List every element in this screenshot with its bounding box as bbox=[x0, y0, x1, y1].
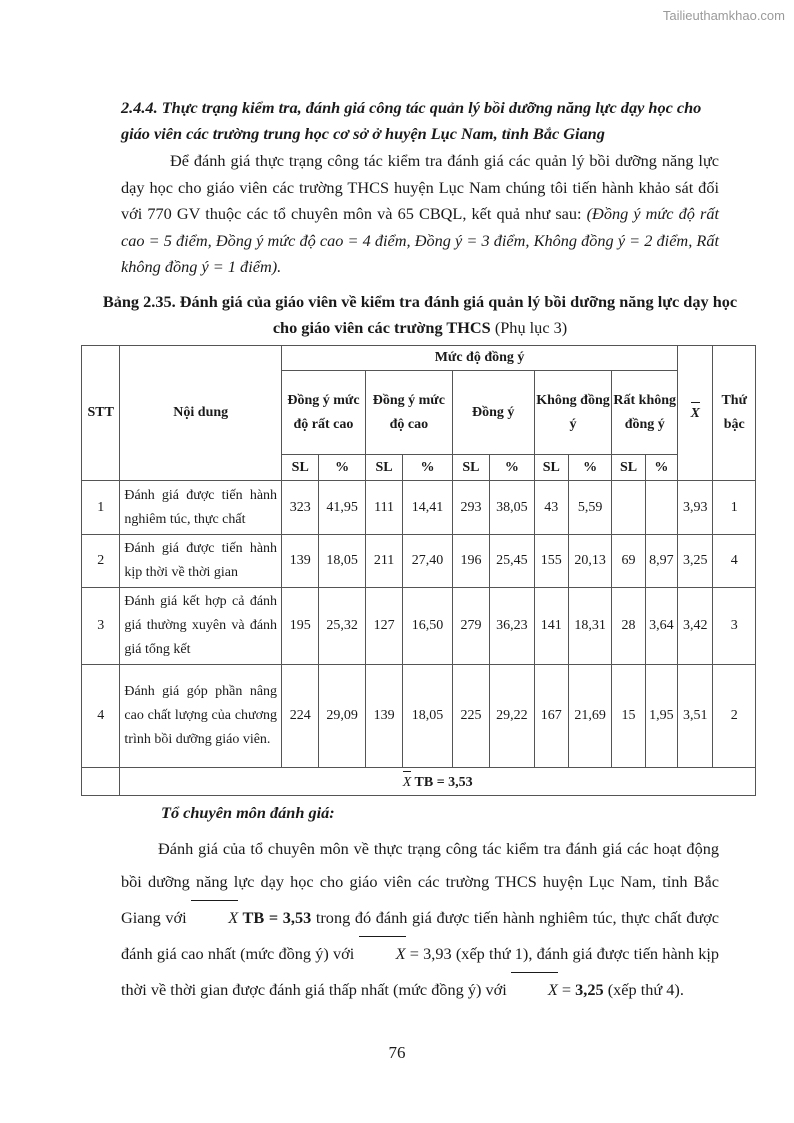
intro-text: Để đánh giá thực trạng công tác kiểm tra đánh giá các quản lý bồi dưỡng năng lực dạy học cho giáo viên các trường THCS huyện Lục Nam chúng tôi tiến hành khảo sát đối với 770 GV thuộc các tổ chuyên môn và 65 CBQL, kết quả như sau: bbox=[121, 151, 719, 223]
header-content: Nội dung bbox=[120, 346, 282, 481]
cell-value: 8,97 bbox=[645, 535, 677, 588]
subheading: Tổ chuyên môn đánh giá: bbox=[161, 803, 335, 822]
row-content: Đánh giá được tiến hành nghiêm túc, thực chất bbox=[120, 481, 282, 535]
cell-value: 5,59 bbox=[568, 481, 611, 535]
cell-value: 20,13 bbox=[568, 535, 611, 588]
mean-symbol: X bbox=[691, 400, 700, 426]
analysis-mean-value: TB = 3,53 bbox=[238, 908, 312, 927]
header-pct: % bbox=[319, 455, 365, 481]
mean-symbol: X bbox=[359, 934, 406, 970]
row-mean: 3,25 bbox=[678, 535, 713, 588]
row-rank: 2 bbox=[713, 665, 756, 768]
summary-value: TB = 3,53 bbox=[411, 774, 473, 790]
cell-value: 15 bbox=[612, 665, 645, 768]
header-pct: % bbox=[645, 455, 677, 481]
row-rank: 4 bbox=[713, 535, 756, 588]
header-level-strongly-disagree: Rất không đồng ý bbox=[612, 371, 678, 455]
cell-value: 25,45 bbox=[490, 535, 534, 588]
cell-value: 196 bbox=[452, 535, 489, 588]
cell-value: 1,95 bbox=[645, 665, 677, 768]
analysis-mean bbox=[191, 908, 311, 927]
cell-value: 155 bbox=[534, 535, 568, 588]
header-level-high: Đồng ý mức độ cao bbox=[365, 371, 452, 455]
page-number: 76 bbox=[388, 1043, 406, 1062]
header-mean bbox=[678, 346, 713, 481]
cell-value: 38,05 bbox=[490, 481, 534, 535]
intro-scale: (Đồng ý mức độ rất cao = 5 điểm, Đồng ý mức độ cao = 4 điểm, Đồng ý = 3 điểm, Không đồng ý = 2 điểm, Rất không đồng ý = 1 điểm). bbox=[121, 204, 719, 276]
cell-value: 27,40 bbox=[403, 535, 453, 588]
cell-value: 279 bbox=[452, 588, 489, 665]
mean-symbol: X bbox=[191, 898, 238, 934]
mean-symbol: X bbox=[511, 970, 558, 1006]
header-agreement-level: Mức độ đồng ý bbox=[282, 346, 678, 371]
cell-value: 36,23 bbox=[490, 588, 534, 665]
cell-value: 21,69 bbox=[568, 665, 611, 768]
header-sl: SL bbox=[282, 455, 319, 481]
header-level-agree: Đồng ý bbox=[452, 371, 534, 455]
row-content: Đánh giá kết hợp cả đánh giá thường xuyên và đánh giá tổng kết bbox=[120, 588, 282, 665]
row-content: Đánh giá góp phần nâng cao chất lượng của chương trình bồi dưỡng giáo viên. bbox=[120, 665, 282, 768]
header-stt: STT bbox=[82, 346, 120, 481]
analysis-text-3: = 3,93 (xếp thứ 1), đánh giá được tiến hành kịp thời về thời gian được đánh giá thấp nhất (mức đồng ý) với bbox=[121, 944, 719, 999]
table-row bbox=[82, 481, 756, 535]
table-row bbox=[82, 665, 756, 768]
cell-value: 225 bbox=[452, 665, 489, 768]
analysis-paragraph bbox=[121, 832, 719, 1006]
cell-value: 28 bbox=[612, 588, 645, 665]
cell-value: 111 bbox=[365, 481, 402, 535]
header-level-disagree: Không đồng ý bbox=[534, 371, 612, 455]
analysis-text-2: trong đó đánh giá được tiến hành nghiêm túc, thực chất được đánh giá cao nhất (mức đồng ý) với bbox=[121, 908, 719, 963]
header-rank: Thứ bậc bbox=[713, 346, 756, 481]
row-stt: 4 bbox=[82, 665, 120, 768]
summary-row bbox=[82, 768, 756, 796]
header-sl: SL bbox=[534, 455, 568, 481]
cell-value: 18,05 bbox=[403, 665, 453, 768]
cell-value: 18,05 bbox=[319, 535, 365, 588]
header-pct: % bbox=[568, 455, 611, 481]
caption-appendix: (Phụ lục 3) bbox=[490, 318, 568, 337]
cell-value: 195 bbox=[282, 588, 319, 665]
row-stt: 3 bbox=[82, 588, 120, 665]
cell-value: 167 bbox=[534, 665, 568, 768]
cell-value: 69 bbox=[612, 535, 645, 588]
header-row-1 bbox=[82, 346, 756, 371]
cell-value: 139 bbox=[282, 535, 319, 588]
cell-value: 141 bbox=[534, 588, 568, 665]
row-mean: 3,93 bbox=[678, 481, 713, 535]
row-stt: 1 bbox=[82, 481, 120, 535]
evaluation-table bbox=[81, 345, 756, 796]
row-content: Đánh giá được tiến hành kịp thời về thời gian bbox=[120, 535, 282, 588]
cell-value: 41,95 bbox=[319, 481, 365, 535]
header-sl: SL bbox=[612, 455, 645, 481]
cell-value: 127 bbox=[365, 588, 402, 665]
intro-paragraph bbox=[121, 148, 719, 281]
cell-value: 3,64 bbox=[645, 588, 677, 665]
cell-value bbox=[612, 481, 645, 535]
caption-title: Bảng 2.35. Đánh giá của giáo viên về kiểm tra đánh giá quản lý bồi dưỡng năng lực dạy học cho giáo viên các trường THCS bbox=[102, 292, 738, 337]
cell-value: 25,32 bbox=[319, 588, 365, 665]
analysis-text-1: Đánh giá của tổ chuyên môn về thực trạng công tác kiểm tra đánh giá các hoạt động bồi dưỡng năng lực dạy học cho giáo viên các trường THCS huyện Lục Nam, tỉnh Bắc Giang với bbox=[121, 839, 719, 927]
summary-blank bbox=[82, 768, 120, 796]
cell-value: 323 bbox=[282, 481, 319, 535]
cell-value: 18,31 bbox=[568, 588, 611, 665]
header-pct: % bbox=[403, 455, 453, 481]
cell-value: 224 bbox=[282, 665, 319, 768]
table-row bbox=[82, 535, 756, 588]
cell-value: 211 bbox=[365, 535, 402, 588]
cell-value: 43 bbox=[534, 481, 568, 535]
header-pct: % bbox=[490, 455, 534, 481]
cell-value bbox=[645, 481, 677, 535]
row-mean: 3,42 bbox=[678, 588, 713, 665]
table-caption bbox=[100, 289, 740, 341]
analysis-low-value: 3,25 bbox=[575, 980, 604, 999]
mean-symbol: X bbox=[403, 769, 412, 795]
cell-value: 16,50 bbox=[403, 588, 453, 665]
cell-value: 29,09 bbox=[319, 665, 365, 768]
section-heading: 2.4.4. Thực trạng kiểm tra, đánh giá công tác quản lý bồi dưỡng năng lực dạy học cho giáo viên các trường trung học cơ sở ở huyện Lục Nam, tỉnh Bắc Giang bbox=[121, 98, 702, 143]
row-rank: 3 bbox=[713, 588, 756, 665]
cell-value: 293 bbox=[452, 481, 489, 535]
header-sl: SL bbox=[365, 455, 402, 481]
analysis-eq: = bbox=[557, 980, 576, 999]
cell-value: 29,22 bbox=[490, 665, 534, 768]
row-stt: 2 bbox=[82, 535, 120, 588]
row-rank: 1 bbox=[713, 481, 756, 535]
row-mean: 3,51 bbox=[678, 665, 713, 768]
cell-value: 14,41 bbox=[403, 481, 453, 535]
cell-value: 139 bbox=[365, 665, 402, 768]
analysis-text-4: (xếp thứ 4). bbox=[603, 980, 684, 999]
header-sl: SL bbox=[452, 455, 489, 481]
table-row bbox=[82, 588, 756, 665]
summary-cell bbox=[120, 768, 756, 796]
header-level-very-high: Đồng ý mức độ rất cao bbox=[282, 371, 366, 455]
watermark: Tailieuthamkhao.com bbox=[662, 8, 785, 23]
